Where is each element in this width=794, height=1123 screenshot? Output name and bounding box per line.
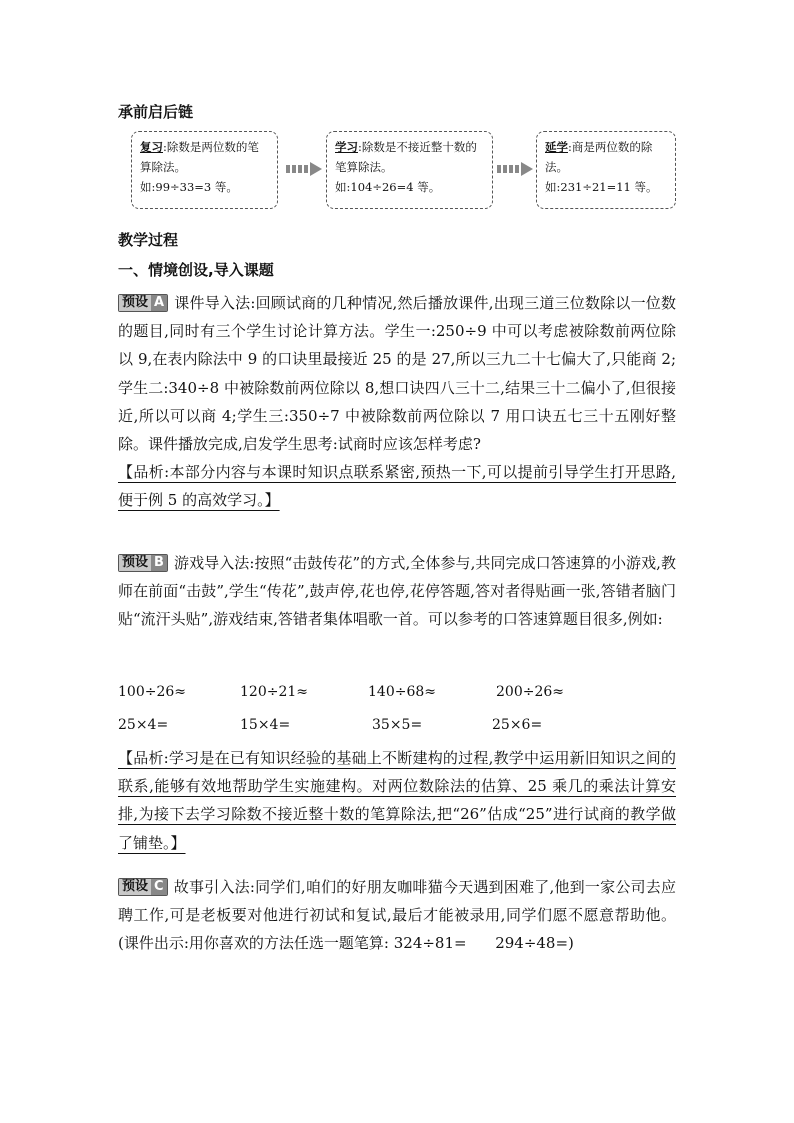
preset-tag: 预设 C <box>118 878 168 896</box>
preset-b-analysis-block <box>118 744 676 857</box>
arrow-right-icon <box>286 162 322 176</box>
exercise-row-2 <box>118 717 678 737</box>
preset-body: 游戏导入法:按照“击鼓传花”的方式,全体参与,共同完成口答速算的小游戏,教师在前面“击鼓”,学生“传花”,鼓声停,花也停,花停答题,答对者得贴画一张,答错者脑门贴“流汗头贴”,游戏结束,答错者集体唱歌一首。可以参考的口答速算题目很多,例如: <box>118 554 676 629</box>
preset-tag: 预设 B <box>118 554 168 572</box>
review-label: 学习 <box>335 140 358 154</box>
exercise-item: 25×4= <box>118 717 169 733</box>
review-box-2 <box>326 131 493 209</box>
subsection-title: 一、情境创设,导入课题 <box>118 261 274 279</box>
review-label: 延学 <box>545 140 568 154</box>
preset-tag: 预设 A <box>118 294 168 312</box>
review-text: :商是两位数的除法。 <box>545 140 653 174</box>
review-example: 如:231÷21=11 等。 <box>545 180 658 194</box>
preset-b <box>118 549 676 634</box>
exercise-item: 15×4= <box>240 717 291 733</box>
preset-body: 故事引入法:同学们,咱们的好朋友咖啡猫今天遇到困难了,他到一家公司去应聘工作,可是老板要对他进行初试和复试,最后才能被录用,同学们愿不愿意帮助他。(课件出示:用你喜欢的方法任选一题笔算: 324÷81= 294÷48=) <box>118 878 676 953</box>
preset-analysis: 【品析:本部分内容与本课时知识点联系紧密,预热一下,可以提前引导学生打开思路,便于例 5 的高效学习。】 <box>118 463 676 510</box>
exercise-item: 35×5= <box>372 717 423 733</box>
exercise-item: 100÷26≈ <box>118 684 186 700</box>
preset-analysis: 【品析:学习是在已有知识经验的基础上不断建构的过程,教学中运用新旧知识之间的联系,能够有效地帮助学生实施建构。对两位数除法的估算、25 乘几的乘法计算安排,为接下去学习除数不接近整十数的笔算除法,把“26”估成“25”进行试商的教学做了铺垫。】 <box>118 749 676 852</box>
exercise-item: 25×6= <box>492 717 543 733</box>
review-example: 如:104÷26=4 等。 <box>335 180 441 194</box>
review-example: 如:99÷33=3 等。 <box>140 180 238 194</box>
exercise-item: 120÷21≈ <box>240 684 308 700</box>
review-text: :除数是不接近整十数的笔算除法。 <box>335 140 477 174</box>
arrow-right-icon <box>497 162 533 176</box>
exercise-item: 200÷26≈ <box>496 684 564 700</box>
review-label: 复习 <box>140 140 163 154</box>
preset-c <box>118 873 676 958</box>
review-box-1 <box>131 131 278 209</box>
exercise-item: 140÷68≈ <box>368 684 436 700</box>
section-title: 承前启后链 <box>118 103 194 121</box>
review-text: :除数是两位数的笔算除法。 <box>140 140 259 174</box>
exercise-row-1 <box>118 684 678 704</box>
preset-a <box>118 289 676 515</box>
review-box-3 <box>536 131 676 209</box>
preset-body: 课件导入法:回顾试商的几种情况,然后播放课件,出现三道三位数除以一位数的题目,同时有三个学生讨论计算方法。学生一:250÷9 中可以考虑被除数前两位除以 9,在表内除法中 9 的口诀里最接近 25 的是 27,所以三九二十七偏大了,只能商 2;学生二:340÷8 中被除数前两位除以 8,想口诀四八三十二,结果三十二偏小了,但很接近,所以可以商 4;学生三:350÷7 中被除数前两位除以 7 用口诀五七三十五刚好整除。课件播放完成,启发学生思考:试商时应该怎样考虑? <box>118 294 676 454</box>
process-title: 教学过程 <box>118 231 179 249</box>
